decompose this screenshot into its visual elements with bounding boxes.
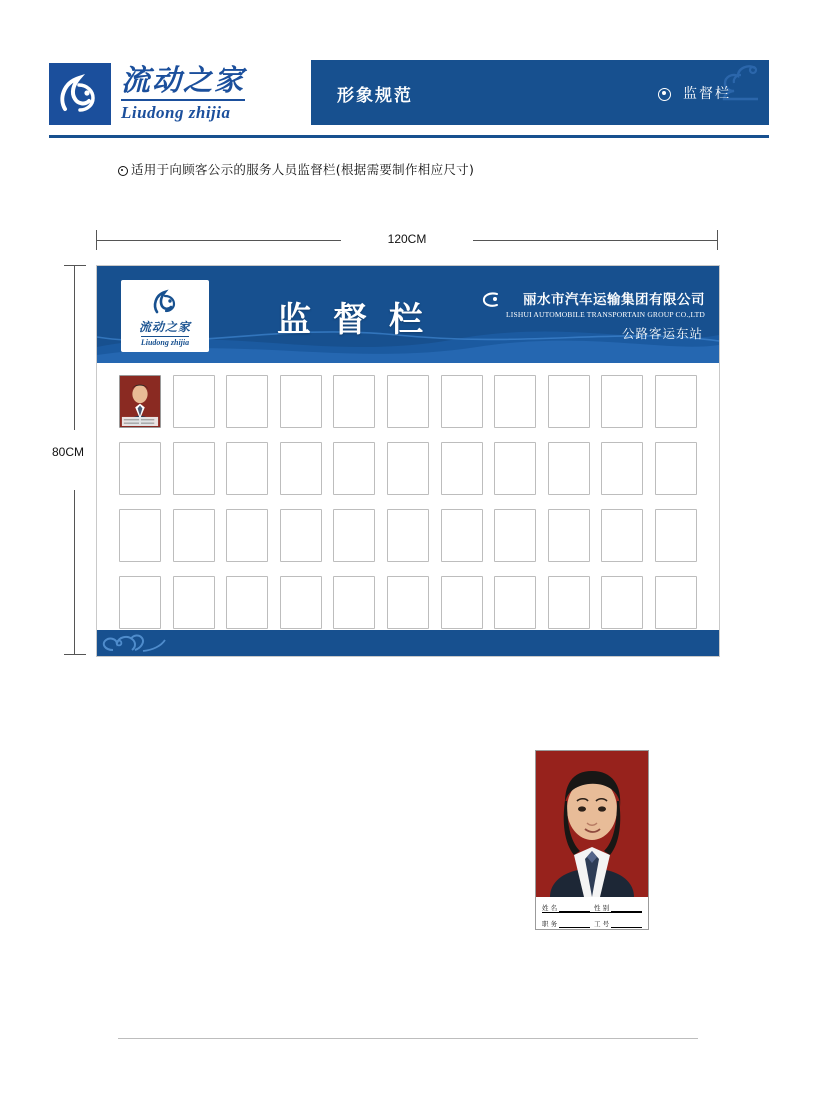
photo-grid-row bbox=[119, 576, 697, 629]
dimension-tick-bottom bbox=[64, 654, 86, 655]
photo-cell-empty[interactable] bbox=[548, 375, 590, 428]
photo-cell-empty[interactable] bbox=[333, 576, 375, 629]
field-gender-blank[interactable] bbox=[611, 904, 642, 912]
field-employee-id-blank[interactable] bbox=[611, 920, 642, 928]
photo-cell-empty[interactable] bbox=[333, 509, 375, 562]
field-position-label: 职 务 bbox=[542, 920, 558, 928]
company-name-en: LISHUI AUTOMOBILE TRANSPORTAIN GROUP CO.,LTD bbox=[505, 310, 705, 319]
supervision-board bbox=[96, 265, 720, 657]
company-mark-icon bbox=[480, 290, 502, 310]
board-brand-logo bbox=[121, 280, 209, 352]
photo-cell-empty[interactable] bbox=[548, 576, 590, 629]
photo-cell-empty[interactable] bbox=[601, 576, 643, 629]
photo-cell-empty[interactable] bbox=[441, 509, 483, 562]
field-employee-id[interactable] bbox=[594, 919, 642, 928]
photo-cell-empty[interactable] bbox=[441, 576, 483, 629]
field-name[interactable] bbox=[542, 903, 590, 912]
photo-cell-empty[interactable] bbox=[601, 442, 643, 495]
field-position[interactable] bbox=[542, 919, 590, 928]
dimension-line-top bbox=[74, 265, 75, 430]
photo-cell-empty[interactable] bbox=[173, 442, 215, 495]
board-brand-name-cn: 流动之家 bbox=[138, 320, 191, 334]
dimension-line-bottom bbox=[74, 490, 75, 655]
photo-cell-empty[interactable] bbox=[280, 442, 322, 495]
brand-wordmark bbox=[121, 65, 245, 123]
photo-cell-empty[interactable] bbox=[387, 442, 429, 495]
photo-cell-empty[interactable] bbox=[548, 509, 590, 562]
dimension-height-label: 80CM bbox=[52, 445, 85, 459]
photo-cell-empty[interactable] bbox=[119, 509, 161, 562]
field-name-label: 姓 名 bbox=[542, 904, 558, 912]
brand-name-cn: 流动之家 bbox=[121, 63, 246, 98]
dimension-tick-top bbox=[64, 265, 86, 266]
portrait-photo bbox=[536, 751, 648, 897]
brand-name-en: Liudong zhijia bbox=[121, 99, 245, 123]
photo-cell-empty[interactable] bbox=[441, 442, 483, 495]
caption bbox=[118, 160, 474, 178]
photo-cell-empty[interactable] bbox=[119, 576, 161, 629]
photo-grid-row bbox=[119, 442, 697, 495]
field-gender[interactable] bbox=[594, 903, 642, 912]
photo-grid-row bbox=[119, 375, 697, 428]
section-title: 形象规范 bbox=[337, 86, 413, 106]
photo-cell-empty[interactable] bbox=[280, 509, 322, 562]
photo-grid-row bbox=[119, 509, 697, 562]
field-row bbox=[542, 899, 642, 913]
photo-cell-empty[interactable] bbox=[441, 375, 483, 428]
header-divider bbox=[49, 135, 769, 138]
sample-card-fields bbox=[536, 897, 648, 929]
photo-cell-empty[interactable] bbox=[226, 576, 268, 629]
photo-cell-empty[interactable] bbox=[226, 442, 268, 495]
dimension-height bbox=[52, 265, 86, 655]
photo-cell-empty[interactable] bbox=[387, 576, 429, 629]
photo-cell-empty[interactable] bbox=[173, 375, 215, 428]
photo-cell-filled[interactable] bbox=[119, 375, 161, 428]
photo-cell-empty[interactable] bbox=[280, 375, 322, 428]
board-brand-name-en: Liudong zhijia bbox=[140, 338, 190, 347]
photo-cell-empty[interactable] bbox=[387, 375, 429, 428]
photo-cell-empty[interactable] bbox=[173, 509, 215, 562]
board-company bbox=[506, 288, 705, 319]
photo-cell-empty[interactable] bbox=[548, 442, 590, 495]
photo-cell-empty[interactable] bbox=[655, 442, 697, 495]
photo-cell-empty[interactable] bbox=[280, 576, 322, 629]
photo-cell-empty[interactable] bbox=[494, 375, 536, 428]
field-position-blank[interactable] bbox=[559, 920, 590, 928]
page-tag-label: 监督栏 bbox=[683, 86, 731, 102]
photo-cell-empty[interactable] bbox=[119, 442, 161, 495]
board-brand-mark-icon bbox=[148, 285, 182, 317]
board-header bbox=[97, 266, 719, 363]
caption-bullet-icon bbox=[118, 166, 128, 176]
photo-cell-empty[interactable] bbox=[655, 375, 697, 428]
company-name-cn: 丽水市汽车运输集团有限公司 bbox=[523, 292, 705, 308]
photo-cell-empty[interactable] bbox=[226, 509, 268, 562]
photo-cell-empty[interactable] bbox=[387, 509, 429, 562]
photo-cell-empty[interactable] bbox=[333, 442, 375, 495]
field-name-blank[interactable] bbox=[559, 904, 590, 912]
sample-id-card bbox=[535, 750, 649, 930]
field-gender-label: 性 别 bbox=[594, 904, 610, 912]
footer-cloud-ornament-icon bbox=[97, 630, 237, 656]
photo-cell-empty[interactable] bbox=[494, 442, 536, 495]
photo-cell-empty[interactable] bbox=[655, 509, 697, 562]
bullet-dot-icon bbox=[658, 88, 671, 101]
sample-portrait bbox=[536, 751, 648, 897]
photo-cell-empty[interactable] bbox=[494, 576, 536, 629]
brand-logo bbox=[49, 60, 297, 128]
photo-cell-empty[interactable] bbox=[655, 576, 697, 629]
brand-mark-icon bbox=[49, 63, 111, 125]
photo-cell-empty[interactable] bbox=[601, 375, 643, 428]
photo-grid bbox=[97, 363, 719, 618]
board-title: 监督栏 bbox=[277, 300, 445, 340]
page-tag bbox=[658, 83, 731, 103]
portrait-thumbnail bbox=[120, 376, 160, 426]
field-employee-id-label: 工 号 bbox=[594, 920, 610, 928]
header-bar bbox=[311, 60, 769, 125]
board-footer bbox=[97, 630, 719, 656]
photo-cell-empty[interactable] bbox=[333, 375, 375, 428]
photo-cell-empty[interactable] bbox=[494, 509, 536, 562]
photo-cell-empty[interactable] bbox=[173, 576, 215, 629]
page-header bbox=[49, 60, 769, 128]
dimension-width bbox=[96, 230, 718, 250]
caption-text: 适用于向顾客公示的服务人员监督栏(根据需要制作相应尺寸) bbox=[131, 162, 475, 177]
board-station-name: 公路客运东站 bbox=[621, 326, 703, 341]
footer-divider bbox=[118, 1038, 698, 1039]
photo-cell-empty[interactable] bbox=[601, 509, 643, 562]
field-row bbox=[542, 915, 642, 928]
dimension-width-label: 120CM bbox=[387, 232, 427, 246]
photo-cell-empty[interactable] bbox=[226, 375, 268, 428]
